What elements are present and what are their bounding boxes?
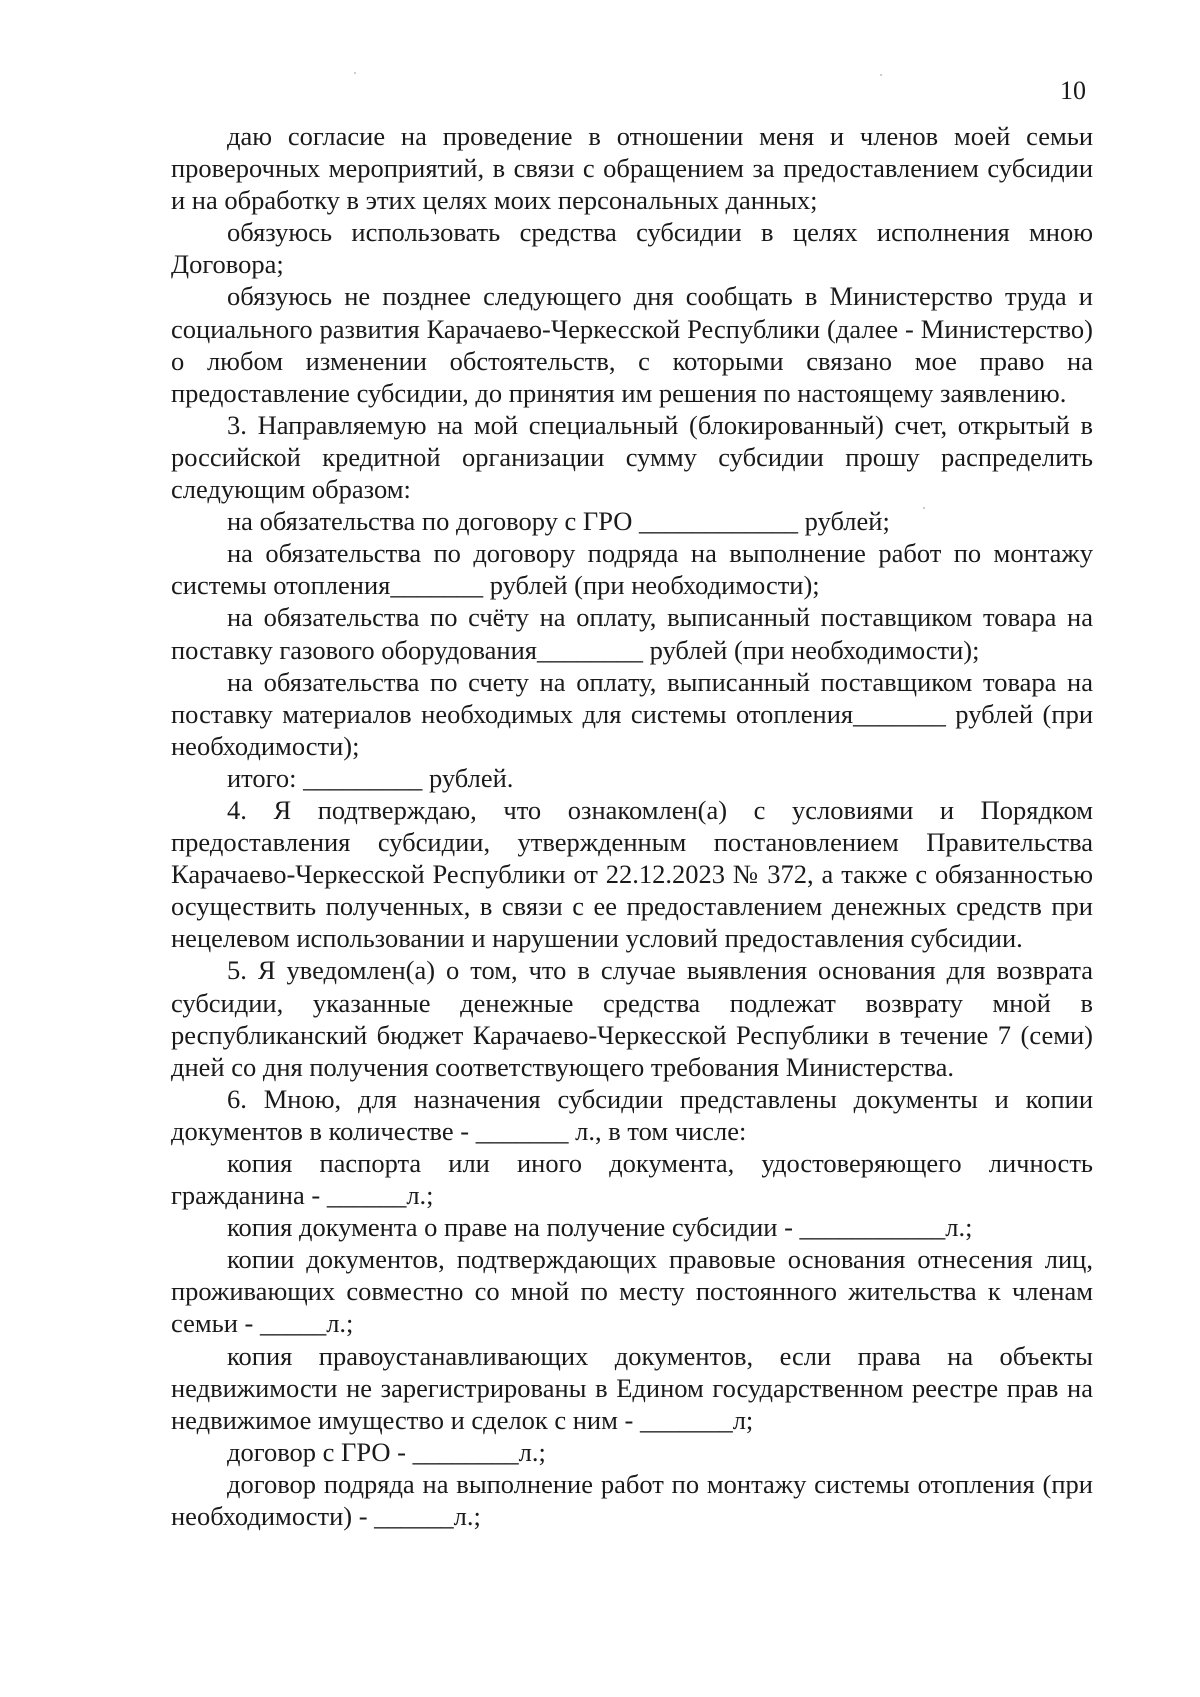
paragraph-total: итого: _________ рублей. [227, 762, 514, 793]
paragraph-gas-equipment: на обязательства по счёту на оплату, выписанный поставщиком товара на поставку газового оборудования________ рублей (при необходимости); [171, 602, 1093, 665]
paragraph-use-funds: обязуюсь использовать средства субсидии в целях исполнения мною Договора; [171, 217, 1093, 280]
scan-speck [354, 72, 356, 74]
paragraph-section-4: 4. Я подтверждаю, что ознакомлен(а) с условиями и Порядком предоставления субсидии, утвержденным постановлением Правительства Карачаево-Черкесской Республики от 22.12.2023 № 372, а также с обязанностью осуществить полученных, в связи с ее предоставлением денежных средств при нецелевом использовании и нарушении условий предоставления субсидии. [171, 794, 1093, 954]
paragraph-family-documents: копии документов, подтверждающих правовые основания отнесения лиц, проживающих совместно со мной по месту постоянного жительства к членам семьи - _____л.; [171, 1244, 1093, 1339]
paragraph-gro-contract: на обязательства по договору с ГРО ____________ рублей; [227, 506, 890, 537]
paragraph-entitlement-copy: копия документа о праве на получение субсидии - ___________л.; [227, 1212, 973, 1243]
paragraph-notify-ministry: обязуюсь не позднее следующего дня сообщать в Министерство труда и социального развития Карачаево-Черкесской Республики (далее - Министерство) о любом изменении обстоятельств, с которыми связано мое право на предоставление субсидии, до принятия им решения по настоящему заявлению. [171, 281, 1093, 408]
paragraph-property-documents: копия правоустанавливающих документов, если права на объекты недвижимости не зарегистрированы в Едином государственном реестре прав на недвижимое имущество и сделок с ним - _______л; [171, 1340, 1093, 1435]
paragraph-consent-checks: даю согласие на проведение в отношении меня и членов моей семьи проверочных мероприятий, в связи с обращением за предоставлением субсидии и на обработку в этих целях моих персональных данных; [171, 121, 1093, 216]
page-number: 10 [1060, 76, 1086, 105]
paragraph-passport-copy: копия паспорта или иного документа, удостоверяющего личность гражданина - ______л.; [171, 1148, 1093, 1211]
paragraph-heating-contract: на обязательства по договору подряда на выполнение работ по монтажу системы отопления_______ рублей (при необходимости); [171, 538, 1093, 601]
paragraph-heating-materials: на обязательства по счету на оплату, выписанный поставщиком товара на поставку материалов необходимых для системы отопления_______ рублей (при необходимости); [171, 666, 1093, 761]
document-body [171, 120, 1093, 1532]
paragraph-heating-agreement: договор подряда на выполнение работ по монтажу системы отопления (при необходимости) - ______л.; [171, 1468, 1093, 1532]
paragraph-section-6: 6. Мною, для назначения субсидии представлены документы и копии документов в количестве - _______ л., в том числе: [171, 1083, 1093, 1146]
paragraph-gro-agreement: договор с ГРО - ________л.; [227, 1436, 546, 1467]
paragraph-section-3: 3. Направляемую на мой специальный (блокированный) счет, открытый в российской кредитной организации сумму субсидии прошу распределить следующим образом: [171, 409, 1093, 505]
scan-speck [923, 507, 925, 509]
scan-speck [880, 74, 882, 76]
paragraph-section-5: 5. Я уведомлен(а) о том, что в случае выявления основания для возврата субсидии, указанные денежные средства подлежат возврату мной в республиканский бюджет Карачаево-Черкесской Республики в течение 7 (семи) дней со дня получения соответствующего требования Министерства. [171, 955, 1093, 1082]
